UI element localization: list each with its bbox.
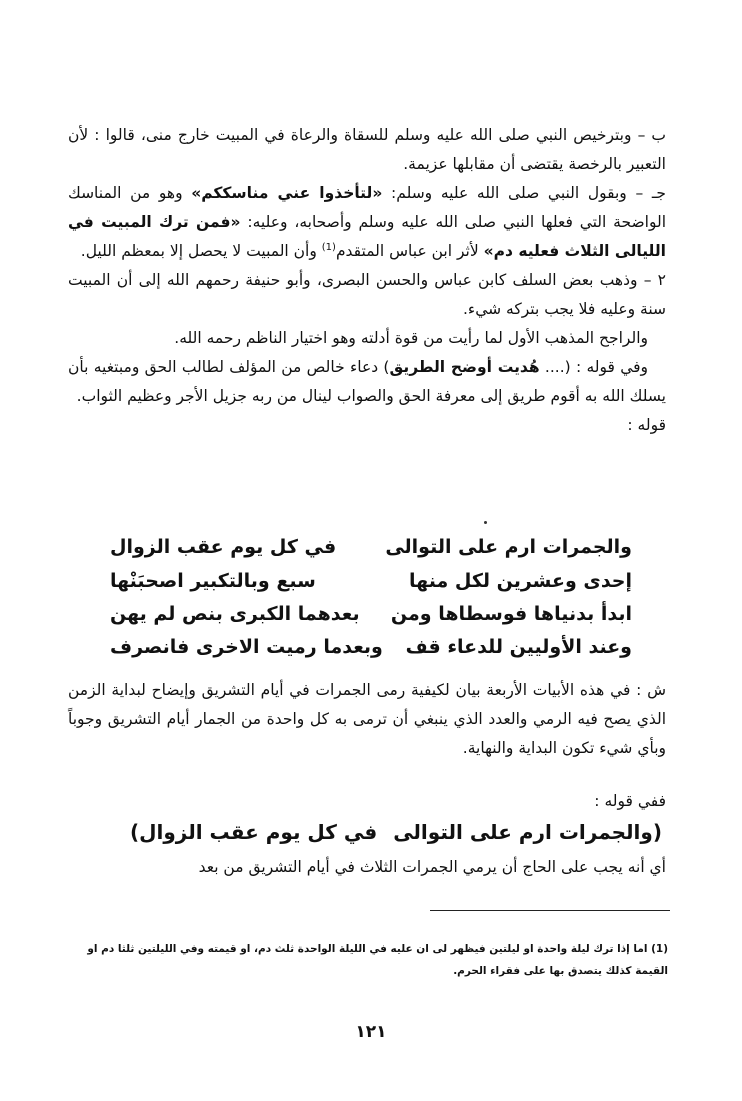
paragraph-jim-prefix: جـ – وبقول النبي صلى الله عليه وسلم: <box>382 184 667 202</box>
explanation-text: أي أنه يجب على الحاج أن يرمي الجمرات الثلاث في أيام التشريق من بعد <box>198 858 666 876</box>
verse-second-hemistich: بعدهما الكبرى بنص لم يهن <box>110 603 360 625</box>
ink-speck <box>484 521 487 524</box>
verse-first-hemistich: والجمرات ارم على التوالى <box>385 536 632 558</box>
verse-first-hemistich: ابدأ بدنياها فوسطاها ومن <box>390 603 632 625</box>
commentary-block <box>68 676 666 763</box>
quoted-verse-first: (والجمرات ارم على التوالى <box>393 820 662 844</box>
quoted-verse-row <box>130 820 662 854</box>
paragraph-dua <box>68 353 666 411</box>
verse-first-hemistich: وعند الأولیین للدعاء قف <box>405 636 632 658</box>
explanation-block <box>68 853 666 882</box>
verse-intro: قوله : <box>627 416 666 434</box>
commentary-text: ش : في هذه الأبيات الأربعة بيان لكيفية رمى الجمرات في أيام التشريق وإيضاح لبداية الزمن الذي يصح فيه الرمي والعدد الذي ينبغي أن ترمى به كل واحدة من الجمار أيام التشريق وجوباً وبأي شيء تكون البداية والنهاية. <box>68 681 666 757</box>
hadith-quote: «لتأخذوا عني مناسككم» <box>191 184 383 202</box>
verse-row <box>110 536 632 570</box>
paragraph-jim-mid: وهو من المناسك الواضحة التي فعلها النبي صلى الله عليه وسلم وأصحابه، وعليه: <box>68 184 666 231</box>
body-text-top <box>68 121 666 440</box>
inner-intro-block <box>68 787 666 816</box>
verse-second-hemistich: وبعدما رميت الاخرى فانصرف <box>110 636 383 658</box>
paragraph-dua-suffix: ) دعاء خالص من المؤلف لطالب الحق ومبتغيه بأن يسلك الله به أقوم طريق إلى معرفة الحق والصواب لينال من ربه جزيل الأجر وعظيم الثواب. <box>68 358 666 405</box>
paragraph-2: ٢ – وذهب بعض السلف كابن عباس والحسن البصرى، وأبو حنيفة رحمهم الله إلى أن المبيت سنة وعليه فلا يجب بتركه شيء. <box>68 271 666 318</box>
quoted-verse-second: في كل يوم عقب الزوال) <box>130 820 378 844</box>
paragraph-jim-mid2: لأثر ابن عباس المتقدم <box>335 242 484 260</box>
dua-quote: هُديت أوضح الطريق <box>389 358 540 376</box>
footnote: (1) اما إذا ترك ليلة واحدة او ليلتين فيظهر لى ان عليه في الليلة الواحدة ثلث دم، او قيمته وفي الليلتين ثلثا دم او القيمة كذلك يتصدق بها على فقراء الحرم. <box>87 943 668 977</box>
footnote-separator <box>430 910 670 911</box>
paragraph-jim-suffix: وأن المبيت لا يحصل إلا بمعظم الليل. <box>80 242 322 260</box>
verse-row <box>110 603 632 637</box>
paragraph-preferred: والراجح المذهب الأول لما رأيت من قوة أدلته وهو اختيار الناظم رحمه الله. <box>174 329 648 347</box>
verse-first-hemistich: إحدى وعشرين لكل منها <box>409 570 632 592</box>
page-number: ١٢١ <box>355 1022 387 1042</box>
paragraph-dua-prefix: وفي قوله : (.... <box>539 358 649 376</box>
inner-intro: ففي قوله : <box>594 792 666 810</box>
verse-second-hemistich: سبع وبالتكبير اصحبَنْها <box>110 570 316 592</box>
ruling-quote: «فمن ترك المبيت في الليالى الثلاث فعليه دم» <box>68 213 666 260</box>
verse-row <box>110 636 632 670</box>
footnote-marker: (1) <box>321 241 336 253</box>
paragraph-jim <box>68 179 666 266</box>
paragraph-b: ب – وبترخيص النبي صلى الله عليه وسلم للسقاة والرعاة في المبيت خارج منى، قالوا : لأن التعبير بالرخصة يقتضى أن مقابلها عزيمة. <box>68 126 666 173</box>
verse-second-hemistich: في كل يوم عقب الزوال <box>110 536 337 558</box>
verse-row <box>110 570 632 604</box>
